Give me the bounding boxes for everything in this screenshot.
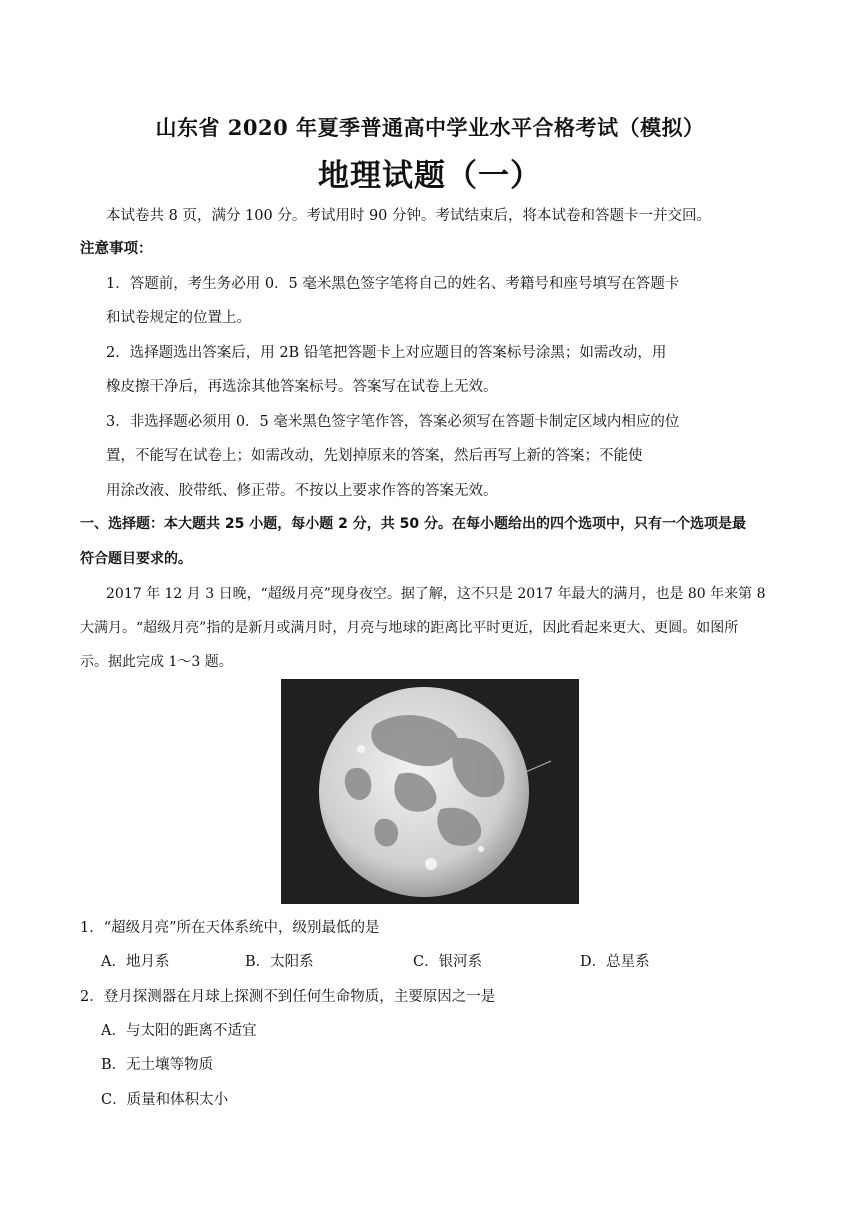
intro-text: 本试卷共 8 页，满分 100 分。考试用时 90 分钟。考试结束后，将本试卷和答题卡一并交回。 [106,208,712,224]
notes-heading: 注意事项： [80,241,153,257]
note-line: 橡皮擦干净后，再选涂其他答案标号。答案写在试卷上无效。 [106,379,498,395]
q1-option-d[interactable]: D．总星系 [580,954,650,970]
question-2-stem: 2．登月探测器在月球上探测不到任何生命物质，主要原因之一是 [80,989,496,1005]
exam-title: 山东省 2020 年夏季普通高中学业水平合格考试（模拟） [155,115,705,140]
note-line: 3．非选择题必须用 0．5 毫米黑色签字笔作答，答案必须写在答题卡制定区域内相应的位 [106,414,680,430]
question-1-stem: 1．“超级月亮”所在天体系统中，级别最低的是 [80,920,380,936]
note-line: 用涂改液、胶带纸、修正带。不按以上要求作答的答案无效。 [106,483,498,499]
q2-option-a[interactable]: A．与太阳的距离不适宜 [101,1023,257,1039]
q1-option-c[interactable]: C．银河系 [413,954,483,970]
passage-line: 2017 年 12 月 3 日晚，“超级月亮”现身夜空。据了解，这不只是 2017 年最大的满月，也是 80 年来第 8 [106,586,766,602]
note-line: 2．选择题选出答案后，用 2B 铅笔把答题卡上对应题目的答案标号涂黑；如需改动，用 [106,345,667,361]
moon-illustration [281,679,579,904]
q2-option-c[interactable]: C．质量和体积太小 [101,1092,229,1108]
q1-option-a[interactable]: A．地月系 [101,954,170,970]
passage-line: 示。据此完成 1～3 题。 [80,654,233,670]
note-line: 和试卷规定的位置上。 [106,310,251,326]
note-line: 置，不能写在试卷上；如需改动，先划掉原来的答案，然后再写上新的答案；不能使 [106,448,643,464]
exam-subtitle: 地理试题（一） [318,158,542,194]
q1-option-b[interactable]: B．太阳系 [245,954,314,970]
note-line: 1．答题前，考生务必用 0．5 毫米黑色签字笔将自己的姓名、考籍号和座号填写在答题卡 [106,276,680,292]
moon-photo [281,679,579,904]
q2-option-b[interactable]: B．无土壤等物质 [101,1057,214,1073]
section-heading: 一、选择题：本大题共 25 小题，每小题 2 分，共 50 分。在每小题给出的四个选项中，只有一个选项是最 [80,516,746,532]
section-heading: 符合题目要求的。 [80,551,192,567]
passage-line: 大满月。“超级月亮”指的是新月或满月时，月亮与地球的距离比平时更近，因此看起来更大、更圆。如图所 [80,620,739,636]
